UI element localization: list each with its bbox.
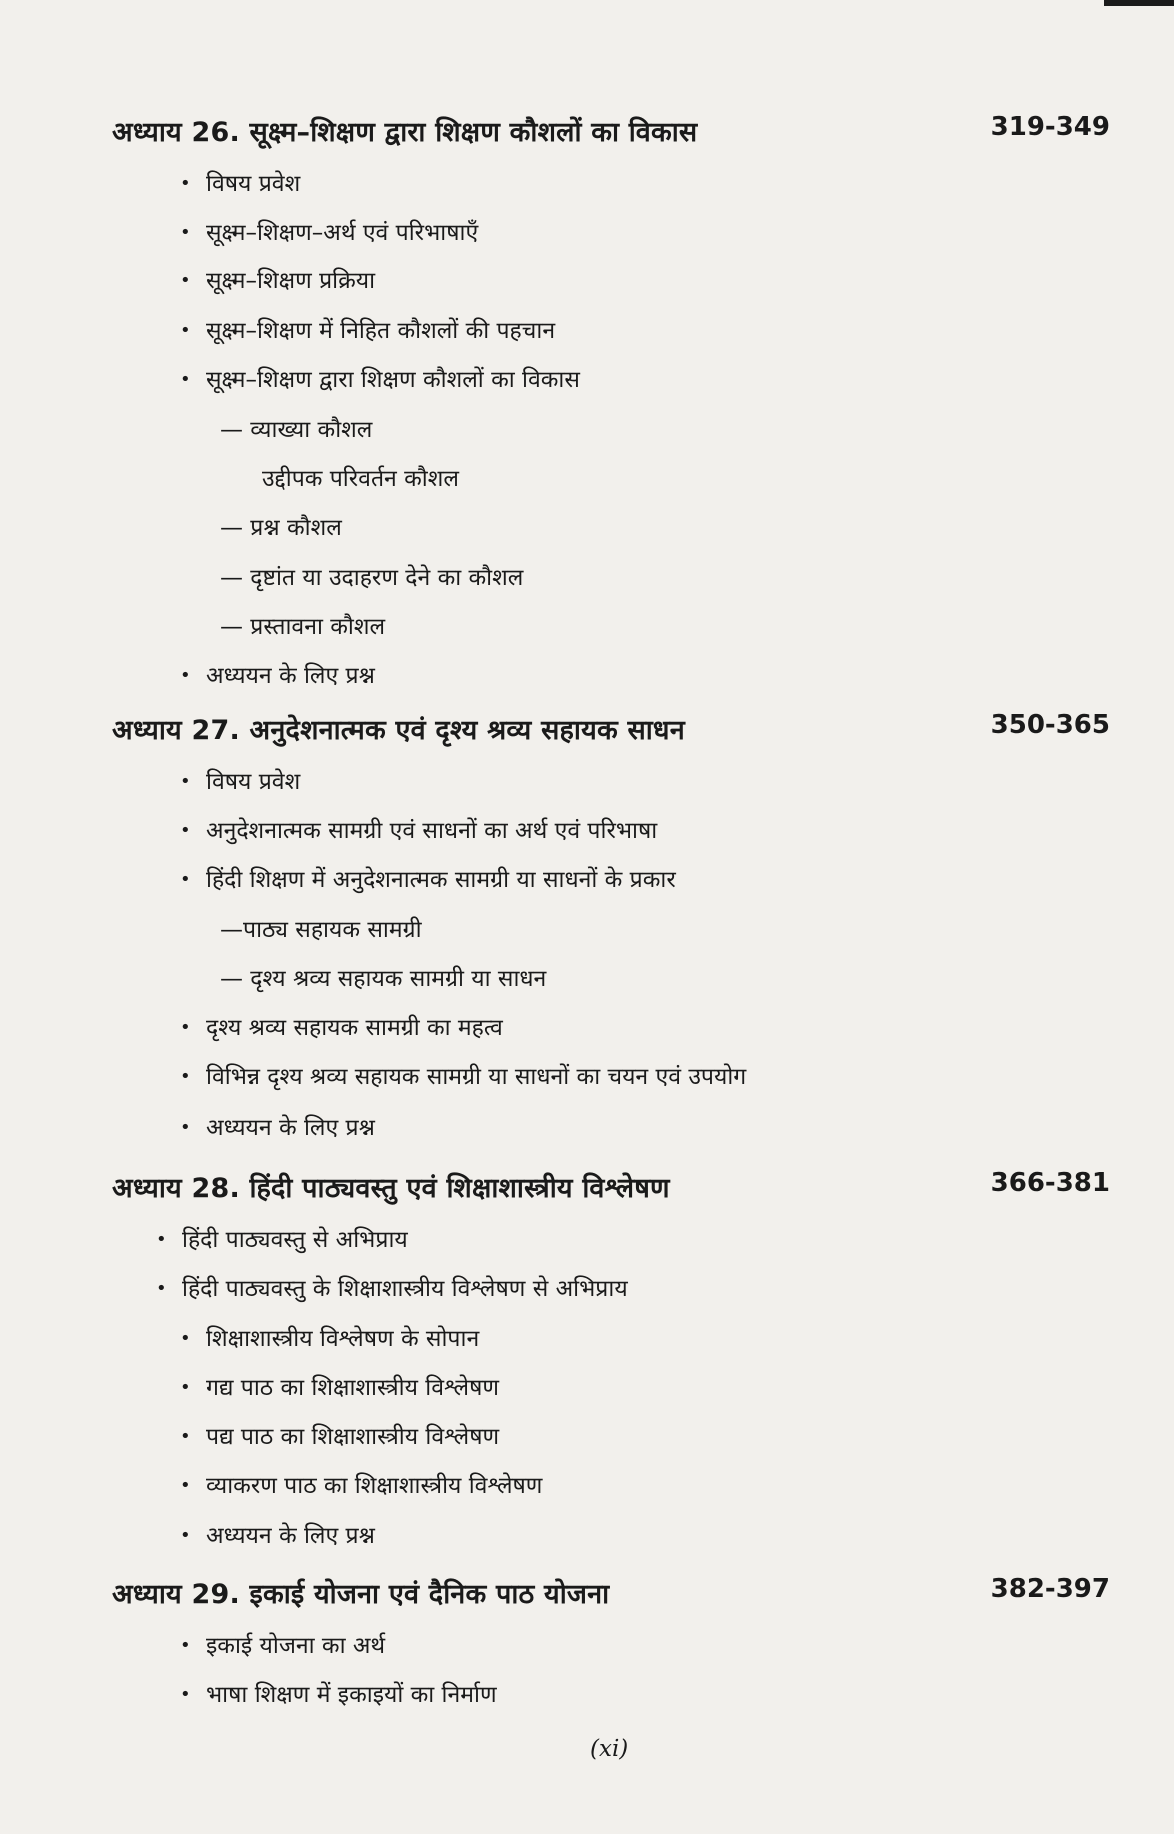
chapter-title: अध्याय 29. इकाई योजना एवं दैनिक पाठ योजना (112, 1579, 610, 1610)
list-item (180, 1059, 746, 1095)
list-item (180, 1518, 375, 1554)
chapter-29-heading (112, 1574, 1110, 1618)
chapter-26-heading (112, 112, 1110, 156)
bullet: • (180, 1328, 191, 1349)
list-item-text: भाषा शिक्षण में इकाइयों का निर्माण (206, 1682, 497, 1708)
list-item-text: विषय प्रवेश (206, 171, 301, 197)
chapter-title: अध्याय 28. हिंदी पाठ्यवस्तु एवं शिक्षाशास्त्रीय विश्लेषण (112, 1173, 670, 1204)
page-number: (xi) (590, 1736, 629, 1762)
sub-item: — व्याख्या कौशल (220, 417, 373, 443)
page-edge-mark (1104, 0, 1174, 6)
list-item (180, 215, 478, 251)
bullet: • (180, 1066, 191, 1087)
sub-item: उद्दीपक परिवर्तन कौशल (262, 466, 459, 492)
list-item (180, 1419, 499, 1455)
bullet: • (180, 173, 191, 194)
bullet: • (180, 270, 191, 291)
bullet: • (180, 1525, 191, 1546)
list-item (156, 1271, 628, 1307)
chapter-page-range: 350-365 (990, 710, 1110, 740)
chapter-page-range: 319-349 (990, 112, 1110, 142)
list-item-text: पद्य पाठ का शिक्षाशास्त्रीय विश्लेषण (206, 1424, 500, 1450)
bullet: • (156, 1278, 167, 1299)
list-item (180, 1628, 385, 1664)
bullet: • (180, 869, 191, 890)
list-item-text: हिंदी शिक्षण में अनुदेशनात्मक सामग्री या साधनों के प्रकार (206, 867, 676, 893)
bullet: • (180, 820, 191, 841)
list-item-text: अध्ययन के लिए प्रश्न (206, 1115, 375, 1141)
list-item-text: गद्य पाठ का शिक्षाशास्त्रीय विश्लेषण (206, 1375, 500, 1401)
list-item-text: अनुदेशनात्मक सामग्री एवं साधनों का अर्थ एवं परिभाषा (206, 818, 658, 844)
chapter-title: अध्याय 27. अनुदेशनात्मक एवं दृश्य श्रव्य सहायक साधन (112, 715, 685, 746)
bullet: • (180, 1426, 191, 1447)
bullet: • (180, 320, 191, 341)
list-item-text: सूक्ष्म–शिक्षण प्रक्रिया (206, 268, 376, 294)
list-item-text: सूक्ष्म–शिक्षण–अर्थ एवं परिभाषाएँ (206, 220, 479, 246)
bullet: • (180, 1377, 191, 1398)
list-item (180, 166, 300, 202)
list-item-text: विभिन्न दृश्य श्रव्य सहायक सामग्री या साधनों का चयन एवं उपयोग (206, 1064, 747, 1090)
sub-item: — दृश्य श्रव्य सहायक सामग्री या साधन (220, 966, 547, 992)
list-item (156, 1222, 408, 1258)
list-item (180, 362, 580, 398)
list-item (180, 263, 375, 299)
bullet: • (180, 771, 191, 792)
list-item (180, 1110, 375, 1146)
sub-item: — दृष्टांत या उदाहरण देने का कौशल (220, 565, 524, 591)
chapter-page-range: 382-397 (990, 1574, 1110, 1604)
chapter-page-range: 366-381 (990, 1168, 1110, 1198)
sub-item: —पाठ्य सहायक सामग्री (220, 917, 422, 943)
bullet: • (180, 369, 191, 390)
list-item-text: सूक्ष्म–शिक्षण द्वारा शिक्षण कौशलों का विकास (206, 367, 580, 393)
list-item (180, 658, 375, 694)
list-item-text: अध्ययन के लिए प्रश्न (206, 1523, 375, 1549)
list-item (180, 813, 657, 849)
bullet: • (156, 1229, 167, 1250)
bullet: • (180, 1475, 191, 1496)
bullet: • (180, 1684, 191, 1705)
bullet: • (180, 222, 191, 243)
list-item (180, 1370, 499, 1406)
bullet: • (180, 1117, 191, 1138)
list-item (180, 862, 676, 898)
list-item (180, 313, 555, 349)
chapter-title: अध्याय 26. सूक्ष्म–शिक्षण द्वारा शिक्षण कौशलों का विकास (112, 117, 698, 148)
chapter-27-heading (112, 710, 1110, 754)
bullet: • (180, 1635, 191, 1656)
chapter-28-heading (112, 1168, 1110, 1212)
list-item-text: हिंदी पाठ्यवस्तु के शिक्षाशास्त्रीय विश्लेषण से अभिप्राय (182, 1276, 628, 1302)
list-item-text: विषय प्रवेश (206, 769, 301, 795)
list-item-text: हिंदी पाठ्यवस्तु से अभिप्राय (182, 1227, 408, 1253)
list-item-text: व्याकरण पाठ का शिक्षाशास्त्रीय विश्लेषण (206, 1473, 543, 1499)
list-item (180, 1321, 479, 1357)
list-item (180, 764, 300, 800)
bullet: • (180, 1017, 191, 1038)
list-item-text: सूक्ष्म–शिक्षण में निहित कौशलों की पहचान (206, 318, 556, 344)
list-item-text: इकाई योजना का अर्थ (206, 1633, 386, 1659)
list-item (180, 1468, 542, 1504)
list-item (180, 1677, 497, 1713)
sub-item: — प्रश्न कौशल (220, 515, 342, 541)
sub-item: — प्रस्तावना कौशल (220, 614, 386, 640)
list-item-text: अध्ययन के लिए प्रश्न (206, 663, 375, 689)
list-item (180, 1010, 503, 1046)
list-item-text: शिक्षाशास्त्रीय विश्लेषण के सोपान (206, 1326, 480, 1352)
list-item-text: दृश्य श्रव्य सहायक सामग्री का महत्व (206, 1015, 503, 1041)
bullet: • (180, 665, 191, 686)
